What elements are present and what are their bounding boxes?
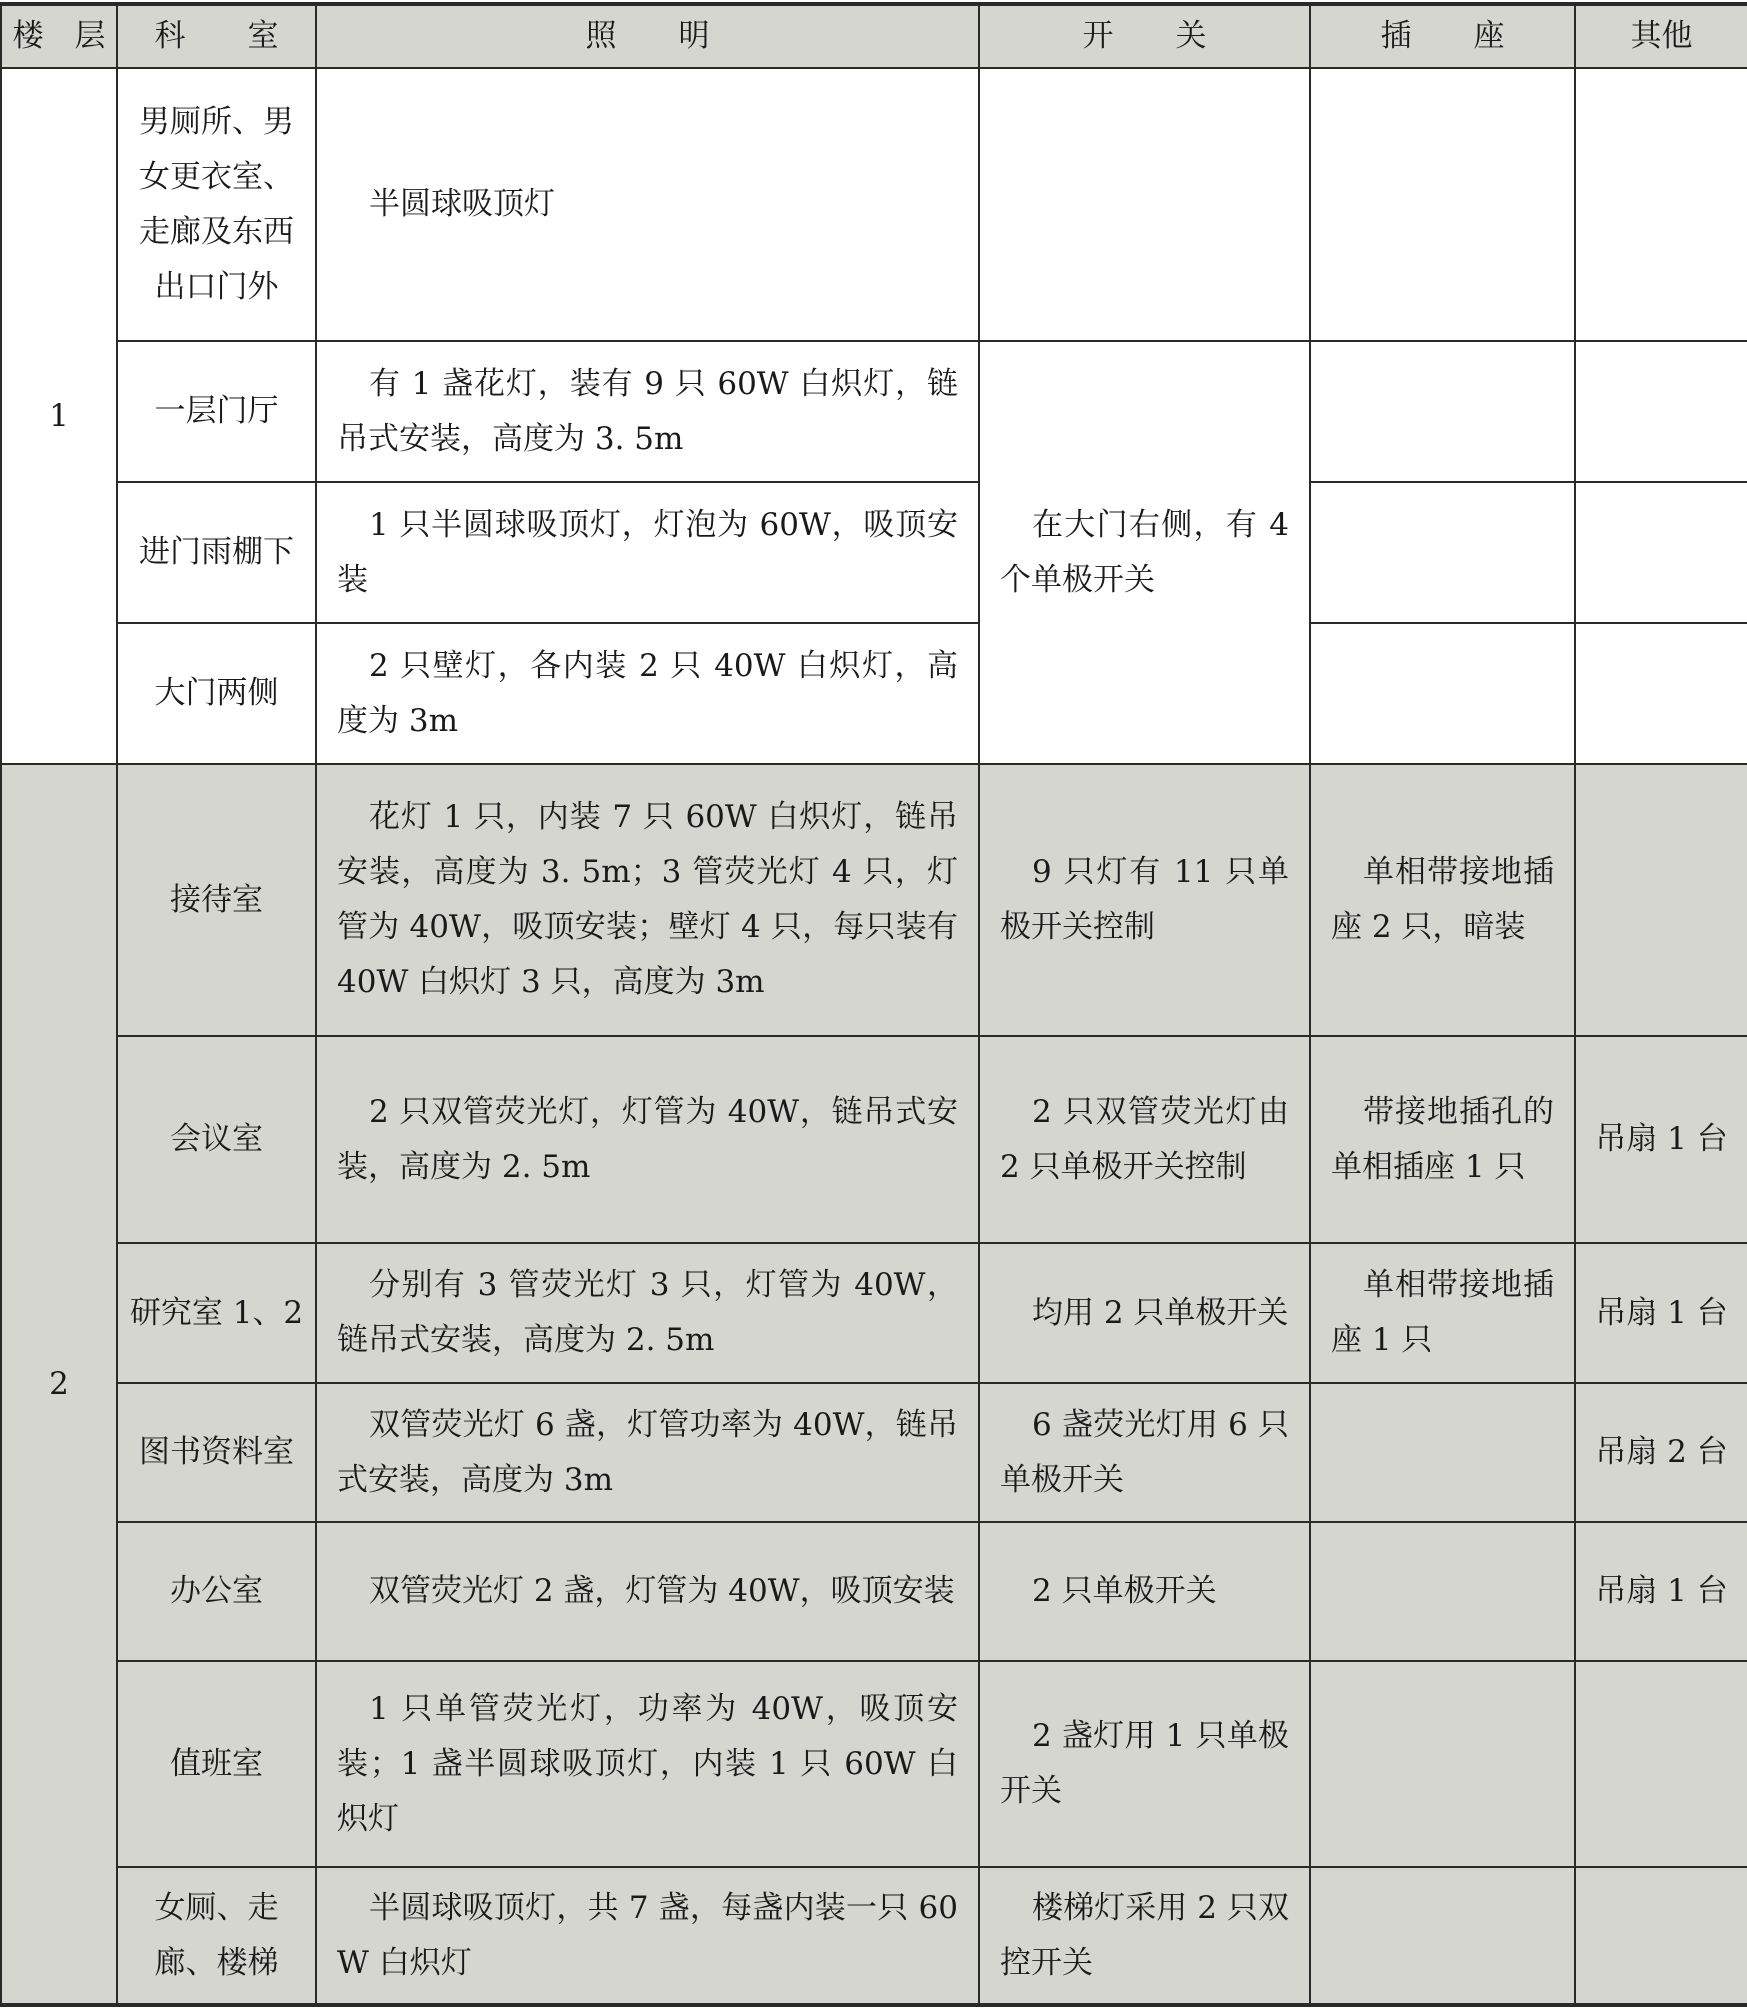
lighting-cell: 2 只双管荧光灯，灯管为 40W，链吊式安装，高度为 2. 5m	[316, 1036, 979, 1243]
other-cell: 吊扇 1 台	[1575, 1243, 1747, 1383]
room-cell: 大门两侧	[117, 623, 316, 764]
lighting-cell: 半圆球吸顶灯，共 7 盏，每盏内装一只 60W 白炽灯	[316, 1867, 979, 2005]
table-row	[1, 1661, 1747, 1867]
table-row	[1, 1243, 1747, 1383]
floor-2-group	[1, 764, 1747, 2005]
room-cell: 值班室	[117, 1661, 316, 1867]
socket-cell	[1310, 1522, 1575, 1661]
socket-cell	[1310, 482, 1575, 623]
socket-cell	[1310, 341, 1575, 482]
switch-cell: 楼梯灯采用 2 只双控开关	[979, 1867, 1310, 2005]
switch-cell	[979, 68, 1310, 341]
socket-cell	[1310, 1867, 1575, 2005]
socket-cell: 带接地插孔的单相插座 1 只	[1310, 1036, 1575, 1243]
other-cell	[1575, 623, 1747, 764]
socket-cell: 单相带接地插座 2 只，暗装	[1310, 764, 1575, 1036]
header-switch: 开 关	[979, 4, 1310, 68]
other-cell: 吊扇 1 台	[1575, 1522, 1747, 1661]
room-cell: 接待室	[117, 764, 316, 1036]
header-room: 科 室	[117, 4, 316, 68]
other-cell	[1575, 1661, 1747, 1867]
room-cell: 办公室	[117, 1522, 316, 1661]
room-cell: 进门雨棚下	[117, 482, 316, 623]
table-row	[1, 341, 1747, 482]
table-row	[1, 1036, 1747, 1243]
table-row	[1, 1383, 1747, 1522]
socket-cell	[1310, 68, 1575, 341]
header-socket: 插 座	[1310, 4, 1575, 68]
lighting-cell: 半圆球吸顶灯	[316, 68, 979, 341]
socket-cell	[1310, 1383, 1575, 1522]
switch-cell: 2 只双管荧光灯由 2 只单极开关控制	[979, 1036, 1310, 1243]
room-cell: 男厕所、男女更衣室、走廊及东西出口门外	[117, 68, 316, 341]
switch-cell: 均用 2 只单极开关	[979, 1243, 1310, 1383]
header-lighting: 照 明	[316, 4, 979, 68]
lighting-cell: 1 只单管荧光灯，功率为 40W，吸顶安装；1 盏半圆球吸顶灯，内装 1 只 60W 白炽灯	[316, 1661, 979, 1867]
table-row	[1, 1522, 1747, 1661]
table-row	[1, 764, 1747, 1036]
lighting-cell: 1 只半圆球吸顶灯，灯泡为 60W，吸顶安装	[316, 482, 979, 623]
lighting-cell: 2 只壁灯，各内装 2 只 40W 白炽灯，高度为 3m	[316, 623, 979, 764]
table-row	[1, 1867, 1747, 2005]
room-cell: 图书资料室	[117, 1383, 316, 1522]
table-row	[1, 482, 1747, 623]
other-cell	[1575, 68, 1747, 341]
room-cell: 女厕、走廊、楼梯	[117, 1867, 316, 2005]
other-cell: 吊扇 1 台	[1575, 1036, 1747, 1243]
lighting-cell: 双管荧光灯 6 盏，灯管功率为 40W，链吊式安装，高度为 3m	[316, 1383, 979, 1522]
header-floor: 楼 层	[1, 4, 117, 68]
socket-cell: 单相带接地插座 1 只	[1310, 1243, 1575, 1383]
room-cell: 会议室	[117, 1036, 316, 1243]
switch-cell: 2 盏灯用 1 只单极开关	[979, 1661, 1310, 1867]
lighting-cell: 双管荧光灯 2 盏，灯管为 40W，吸顶安装	[316, 1522, 979, 1661]
socket-cell	[1310, 623, 1575, 764]
other-cell	[1575, 341, 1747, 482]
floor-1-group	[1, 68, 1747, 764]
lighting-cell: 有 1 盏花灯，装有 9 只 60W 白炽灯，链吊式安装，高度为 3. 5m	[316, 341, 979, 482]
table-row	[1, 68, 1747, 341]
switch-cell: 2 只单极开关	[979, 1522, 1310, 1661]
switch-cell: 在大门右侧，有 4 个单极开关	[979, 341, 1310, 764]
room-cell: 一层门厅	[117, 341, 316, 482]
table-row	[1, 623, 1747, 764]
other-cell	[1575, 764, 1747, 1036]
page	[0, 2, 1747, 2007]
socket-cell	[1310, 1661, 1575, 1867]
switch-cell: 6 盏荧光灯用 6 只单极开关	[979, 1383, 1310, 1522]
other-cell	[1575, 1867, 1747, 2005]
floor-label: 1	[1, 68, 117, 764]
other-cell	[1575, 482, 1747, 623]
switch-cell: 9 只灯有 11 只单极开关控制	[979, 764, 1310, 1036]
room-cell: 研究室 1、2	[117, 1243, 316, 1383]
other-cell: 吊扇 2 台	[1575, 1383, 1747, 1522]
header-other: 其他	[1575, 4, 1747, 68]
table-header-row	[1, 4, 1747, 68]
electrical-fixture-table	[0, 2, 1747, 2007]
floor-label: 2	[1, 764, 117, 2005]
lighting-cell: 花灯 1 只，内装 7 只 60W 白炽灯，链吊安装，高度为 3. 5m；3 管荧光灯 4 只，灯管为 40W，吸顶安装；壁灯 4 只，每只装有 40W 白炽灯 3 只，高度为 3m	[316, 764, 979, 1036]
lighting-cell: 分别有 3 管荧光灯 3 只，灯管为 40W，链吊式安装，高度为 2. 5m	[316, 1243, 979, 1383]
